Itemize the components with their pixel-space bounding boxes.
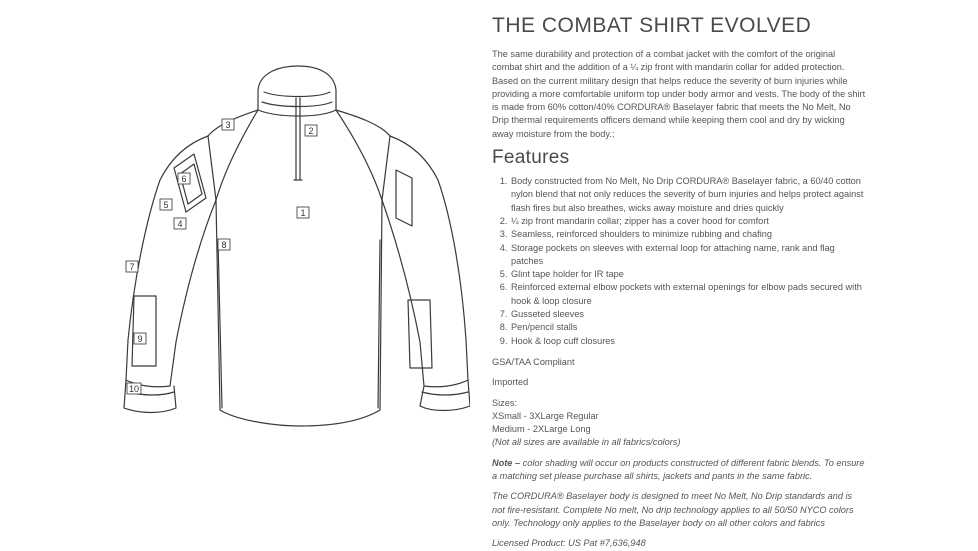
origin-text: Imported	[492, 377, 529, 388]
list-item: 6. Reinforced external elbow pockets with external openings for elbow pads secured with hook & loop closure	[510, 281, 867, 308]
list-item: 1. Body constructed from No Melt, No Drip CORDURA® Baselayer fabric, a 60/40 cotton nylon blend that not only reduces the severity of burn injuries and helps protect against flash fires but also breathes, wicks away moisture and dries quickly	[510, 175, 867, 215]
note-label: Note –	[492, 457, 521, 468]
page-title: THE COMBAT SHIRT EVOLVED	[492, 14, 812, 37]
sizes-label: Sizes:	[492, 397, 518, 408]
callout-5	[160, 199, 172, 210]
left-sleeve	[126, 136, 216, 387]
sizes-note: (Not all sizes are available in all fabrics/colors)	[492, 437, 681, 448]
svg-text:3: 3	[225, 120, 231, 130]
callout-3	[222, 119, 234, 130]
size-range: XSmall - 3XLarge Regular	[492, 410, 599, 421]
right-sleeve-pocket	[396, 170, 412, 226]
svg-text:9: 9	[137, 334, 143, 344]
svg-text:10: 10	[128, 384, 140, 394]
size-range: Medium - 2XLarge Long	[492, 424, 591, 435]
svg-text:7: 7	[129, 262, 135, 272]
list-item: 4. Storage pockets on sleeves with external loop for attaching name, rank and flag patches	[510, 242, 867, 269]
color-note	[492, 457, 867, 484]
svg-text:2: 2	[308, 126, 314, 136]
list-item: 8. Pen/pencil stalls	[510, 321, 867, 334]
callout-1	[297, 207, 309, 218]
callout-8	[218, 239, 230, 250]
note-text: color shading will occur on products constructed of different fabric blends. To ensure a matching set please purchase all shirts, jackets and pants in the same fabric.	[492, 457, 865, 482]
compliance-text: GSA/TAA Compliant	[492, 356, 575, 367]
list-item: 2. ¼ zip front mandarin collar; zipper has a cover hood for comfort	[510, 215, 867, 228]
list-item: 5. Glint tape holder for IR tape	[510, 268, 867, 281]
svg-text:4: 4	[177, 219, 183, 229]
svg-text:6: 6	[181, 174, 187, 184]
svg-text:1: 1	[300, 208, 306, 218]
sizes-section	[492, 397, 867, 450]
right-sleeve	[382, 136, 468, 387]
features-list	[492, 175, 867, 348]
product-description	[492, 14, 867, 551]
collar	[258, 66, 336, 116]
svg-text:8: 8	[221, 240, 227, 250]
list-item: 7. Gusseted sleeves	[510, 308, 867, 321]
features-heading: Features	[492, 147, 570, 169]
list-item: 3. Seamless, reinforced shoulders to minimize rubbing and chafing	[510, 228, 867, 241]
callout-7	[126, 261, 138, 272]
zipper	[294, 98, 302, 180]
callout-6	[178, 173, 190, 184]
shirt-body	[208, 110, 390, 426]
license-text: Licensed Product: US Pat #7,636,948	[492, 538, 646, 549]
elbow-pocket	[132, 296, 156, 366]
cordura-note: The CORDURA® Baselayer body is designed to meet No Melt, No Drip standards and is not fire-resistant. Complete No melt, No drip technology applies to all 50/50 NYCO colors only. Technology only applies to the Baselayer body on all other colors and fabrics	[492, 491, 854, 528]
list-item: 9. Hook & loop cuff closures	[510, 335, 867, 348]
callout-4	[174, 218, 186, 229]
intro-paragraph: The same durability and protection of a combat jacket with the comfort of the original combat shirt and the addition of a ¼ zip front with mandarin collar for added protection. Based on the current military design that helps reduce the severity of burn injuries while providing a more comfortable uniform top under body armor and vests. The body of the shirt is made from 60% cotton/40% CORDURA® Baselayer fabric that meets the No Melt, No Drip thermal requirements officers demand while keeping them cool and dry by wicking away moisture from the body.;	[492, 49, 866, 139]
shirt-illustration	[90, 50, 470, 530]
svg-text:5: 5	[163, 200, 169, 210]
callout-10	[127, 383, 141, 394]
callout-9	[134, 333, 146, 344]
callout-2	[305, 125, 317, 136]
